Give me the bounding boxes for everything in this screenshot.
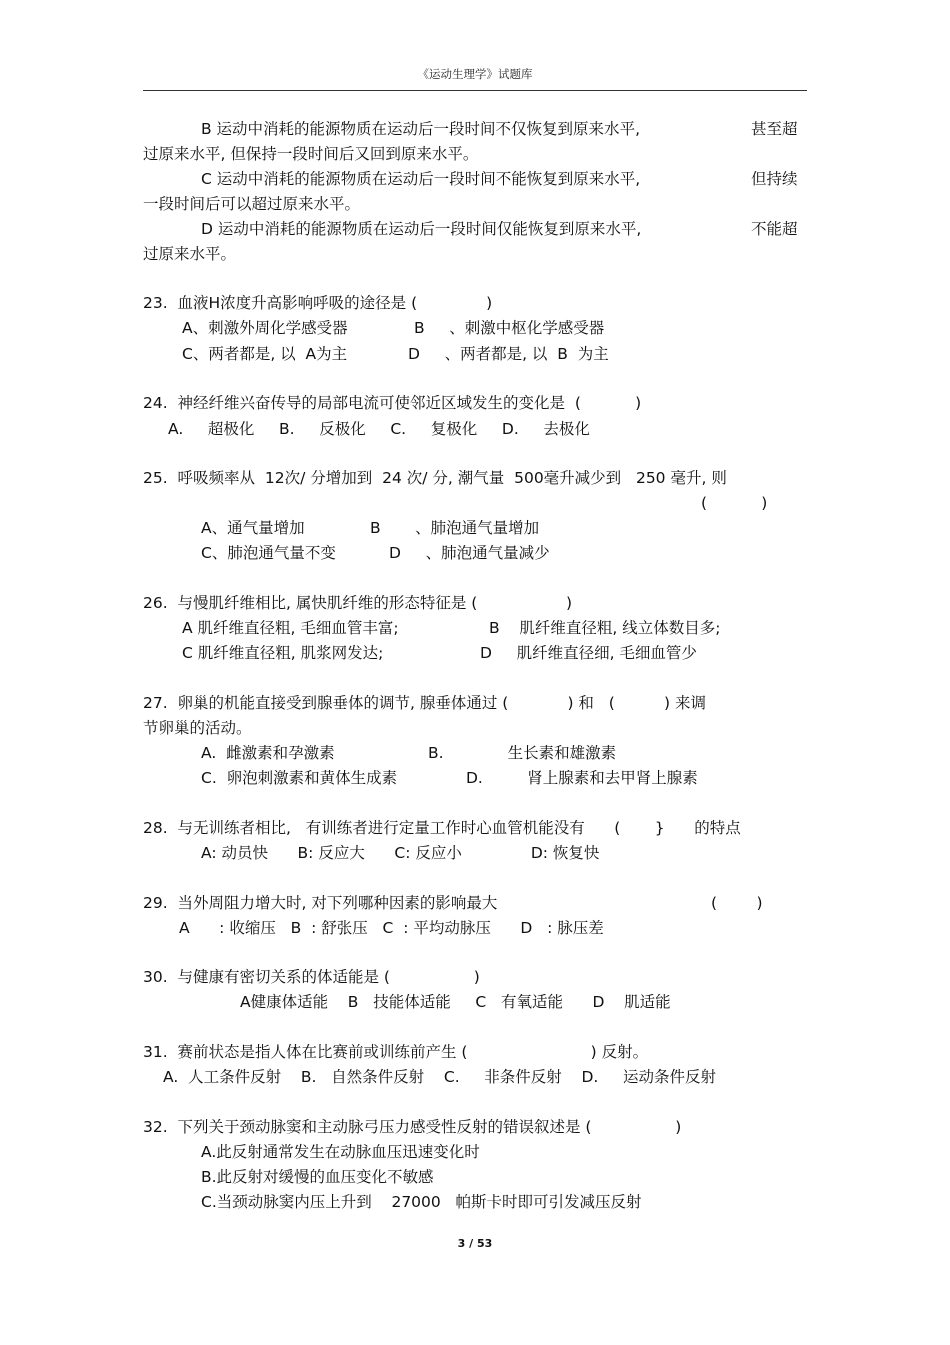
q23-stem: 23. 血液H浓度升高影响呼吸的途径是 ( ) [143,294,493,312]
q25-option-c: C、肺泡通气量不变 [201,544,336,562]
q23-option-c: C、两者都是, 以 A为主 [182,345,348,363]
q27-option-d: D. 肾上腺素和去甲肾上腺素 [466,769,698,787]
q23-option-d: D 、两者都是, 以 B 为主 [408,345,609,363]
q25-option-a: A、通气量增加 [201,519,305,537]
q32-option-c: C.当颈动脉窦内压上升到 27000 帕斯卡时即可引发减压反射 [201,1193,642,1211]
header-divider [143,90,807,91]
q32-stem: 32. 下列关于颈动脉窦和主动脉弓压力感受性反射的错误叙述是 ( ) [143,1118,682,1136]
q32-option-b: B.此反射对缓慢的血压变化不敏感 [201,1168,434,1186]
q27-stem-line2: 节卵巢的活动。 [143,719,252,737]
q28-stem: 28. 与无训练者相比, 有训练者进行定量工作时心血管机能没有 ( } 的特点 [143,819,741,837]
q22-option-b-line1-tail: 甚至超 [751,120,798,138]
q27-option-a: A. 雌激素和孕激素 [201,744,335,762]
q22-option-d-line1: D 运动中消耗的能源物质在运动后一段时间仅能恢复到原来水平, [201,220,642,238]
q27-option-b: B. 生长素和雄激素 [428,744,617,762]
q32-option-a: A.此反射通常发生在动脉血压迅速变化时 [201,1143,480,1161]
q31-options: A. 人工条件反射 B. 自然条件反射 C. 非条件反射 D. 运动条件反射 [163,1068,716,1086]
q25-stem: 25. 呼吸频率从 12次/ 分增加到 24 次/ 分, 潮气量 500毫升减少到 250 毫升, 则 [143,469,727,487]
q26-option-d: D 肌纤维直径细, 毛细血管少 [480,644,697,662]
q22-option-d-line1-tail: 不能超 [751,220,798,238]
q23-option-a: A、刺激外周化学感受器 [182,319,348,337]
q22-option-c-line2: 一段时间后可以超过原来水平。 [143,195,361,213]
q24-options: A. 超极化 B. 反极化 C. 复极化 D. 去极化 [168,420,590,438]
q28-options: A: 动员快 B: 反应大 C: 反应小 D: 恢复快 [201,844,600,862]
q25-option-b: B 、肺泡通气量增加 [370,519,540,537]
q27-stem: 27. 卵巢的机能直接受到腺垂体的调节, 腺垂体通过 ( ) 和 ( ) 来调 [143,694,707,712]
q30-stem: 30. 与健康有密切关系的体适能是 ( ) [143,968,480,986]
q22-option-b-line1: B 运动中消耗的能源物质在运动后一段时间不仅恢复到原来水平, [201,120,640,138]
q26-option-a: A 肌纤维直径粗, 毛细血管丰富; [182,619,399,637]
q31-stem: 31. 赛前状态是指人体在比赛前或训练前产生 ( ) 反射。 [143,1043,649,1061]
q22-option-b-line2: 过原来水平, 但保持一段时间后又回到原来水平。 [143,145,479,163]
q30-options: A健康体适能 B 技能体适能 C 有氧适能 D 肌适能 [240,993,671,1011]
page-number: 3 / 53 [457,1237,493,1250]
q25-option-d: D 、肺泡通气量减少 [389,544,550,562]
q22-option-c-line1: C 运动中消耗的能源物质在运动后一段时间不能恢复到原来水平, [201,170,641,188]
q23-option-b: B 、刺激中枢化学感受器 [414,319,605,337]
q26-option-c: C 肌纤维直径粗, 肌浆网发达; [182,644,384,662]
q26-option-b: B 肌纤维直径粗, 线立体数目多; [489,619,721,637]
q25-answer-paren: ( ) [701,494,768,512]
q26-stem: 26. 与慢肌纤维相比, 属快肌纤维的形态特征是 ( ) [143,594,573,612]
q29-options: A : 收缩压 B : 舒张压 C : 平均动脉压 D : 脉压差 [179,919,604,937]
q29-stem: 29. 当外周阻力增大时, 对下列哪种因素的影响最大 [143,894,498,912]
page-header-title: 《运动生理学》试题库 [417,67,533,81]
q29-answer-paren: ( ) [711,894,763,912]
q22-option-c-line1-tail: 但持续 [751,170,798,188]
q22-option-d-line2: 过原来水平。 [143,245,237,263]
q24-stem: 24. 神经纤维兴奋传导的局部电流可使邻近区域发生的变化是 ( ) [143,394,642,412]
q27-option-c: C. 卵泡刺激素和黄体生成素 [201,769,398,787]
